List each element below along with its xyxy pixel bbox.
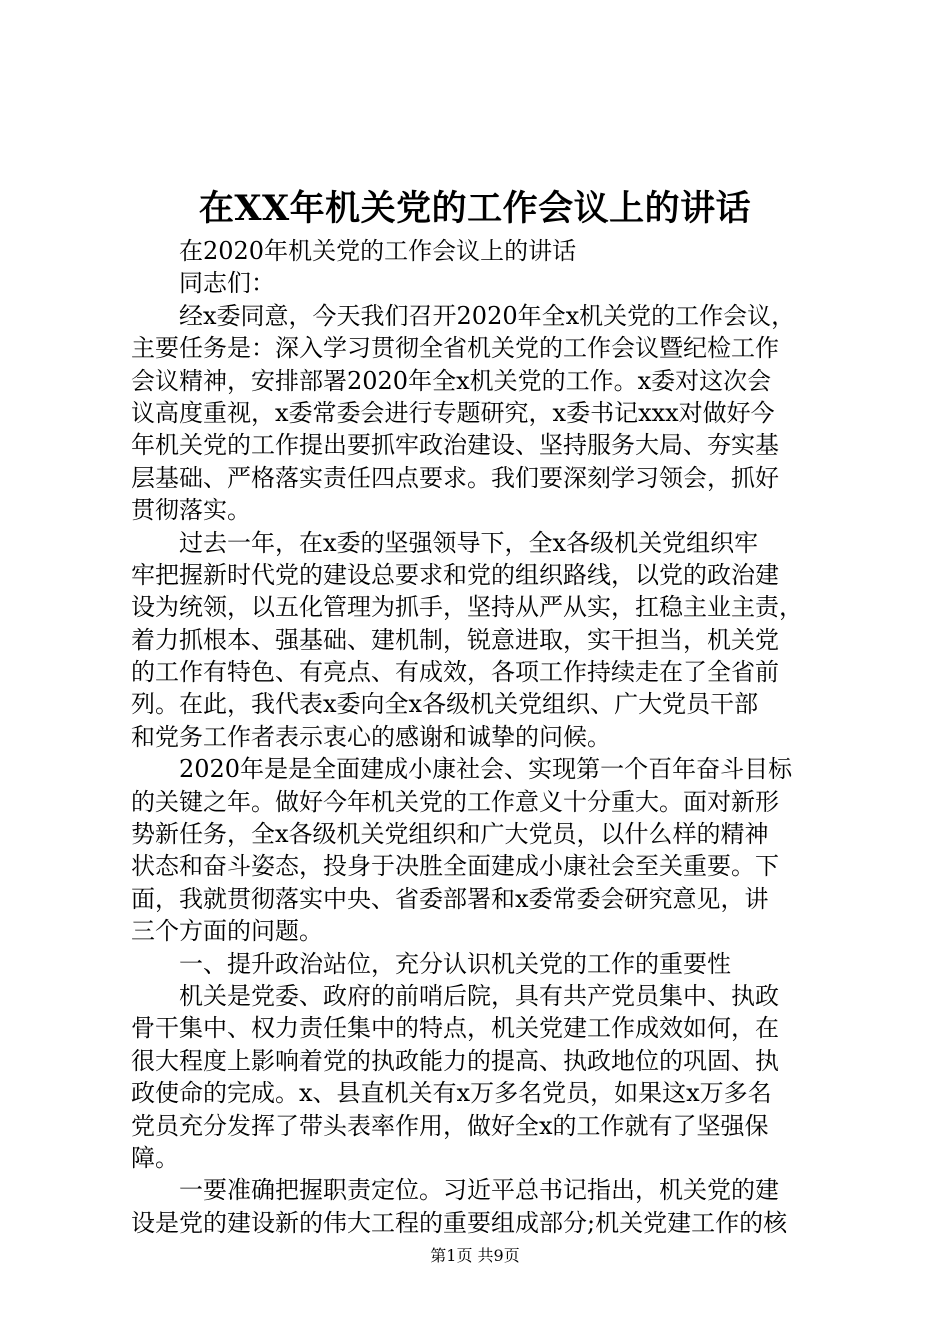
- document-body: [131, 235, 829, 1239]
- text-line: 设为统领，以五化管理为抓手，坚持从严从实，扛稳主业主责，: [131, 593, 803, 622]
- text-line: 议高度重视，x委常委会进行专题研究，x委书记xxx对做好今: [131, 398, 775, 427]
- text-line: 2020年是是全面建成小康社会、实现第一个百年奋斗目标: [179, 755, 793, 784]
- text-line: 的关键之年。做好今年机关党的工作意义十分重大。面对新形: [131, 787, 779, 816]
- text-line: 贯彻落实。: [131, 496, 251, 525]
- text-line: 经x委同意，今天我们召开2020年全x机关党的工作会议，: [179, 301, 796, 330]
- text-line: 列。在此，我代表x委向全x各级机关党组织、广大党员干部: [131, 690, 759, 719]
- text-line: 骨干集中、权力责任集中的特点，机关党建工作成效如何，在: [131, 1014, 779, 1043]
- text-line: 年机关党的工作提出要抓牢政治建设、坚持服务大局、夯实基: [131, 431, 779, 460]
- text-line: 主要任务是：深入学习贯彻全省机关党的工作会议暨纪检工作: [131, 334, 779, 363]
- text-line: 障。: [131, 1143, 179, 1172]
- text-line: 势新任务，全x各级机关党组织和广大党员，以什么样的精神: [131, 820, 769, 849]
- text-line: 着力抓根本、强基础、建机制，锐意进取，实干担当，机关党: [131, 625, 779, 654]
- text-line: 三个方面的问题。: [131, 917, 323, 946]
- document-title: 在XX年机关党的工作会议上的讲话: [198, 188, 752, 229]
- text-line: 同志们：: [179, 269, 275, 298]
- page-footer: 第1页 共9页: [430, 1246, 520, 1265]
- text-line: 很大程度上影响着党的执政能力的提高、执政地位的巩固、执: [131, 1046, 779, 1075]
- text-line: 面，我就贯彻落实中央、省委部署和x委常委会研究意见，讲: [131, 884, 769, 913]
- text-line: 设是党的建设新的伟大工程的重要组成部分;机关党建工作的核: [131, 1208, 788, 1237]
- text-line: 层基础、严格落实责任四点要求。我们要深刻学习领会，抓好: [131, 463, 779, 492]
- text-line: 会议精神，安排部署2020年全x机关党的工作。x委对这次会: [131, 366, 772, 395]
- text-line: 一、提升政治站位，充分认识机关党的工作的重要性: [179, 949, 731, 978]
- text-line: 机关是党委、政府的前哨后院，具有共产党员集中、执政: [179, 981, 779, 1010]
- text-line: 状态和奋斗姿态，投身于决胜全面建成小康社会至关重要。下: [131, 852, 779, 881]
- text-line: 和党务工作者表示衷心的感谢和诚挚的问候。: [131, 722, 611, 751]
- text-line: 政使命的完成。x、县直机关有x万多名党员，如果这x万多名: [131, 1079, 772, 1108]
- text-line: 一要准确把握职责定位。习近平总书记指出，机关党的建: [179, 1176, 779, 1205]
- text-line: 的工作有特色、有亮点、有成效，各项工作持续走在了全省前: [131, 658, 779, 687]
- text-line: 过去一年，在x委的坚强领导下，全x各级机关党组织牢: [179, 528, 759, 557]
- text-line: 牢把握新时代党的建设总要求和党的组织路线，以党的政治建: [131, 560, 779, 589]
- text-line: 在2020年机关党的工作会议上的讲话: [179, 237, 577, 265]
- text-line: 党员充分发挥了带头表率作用，做好全x的工作就有了坚强保: [131, 1111, 769, 1140]
